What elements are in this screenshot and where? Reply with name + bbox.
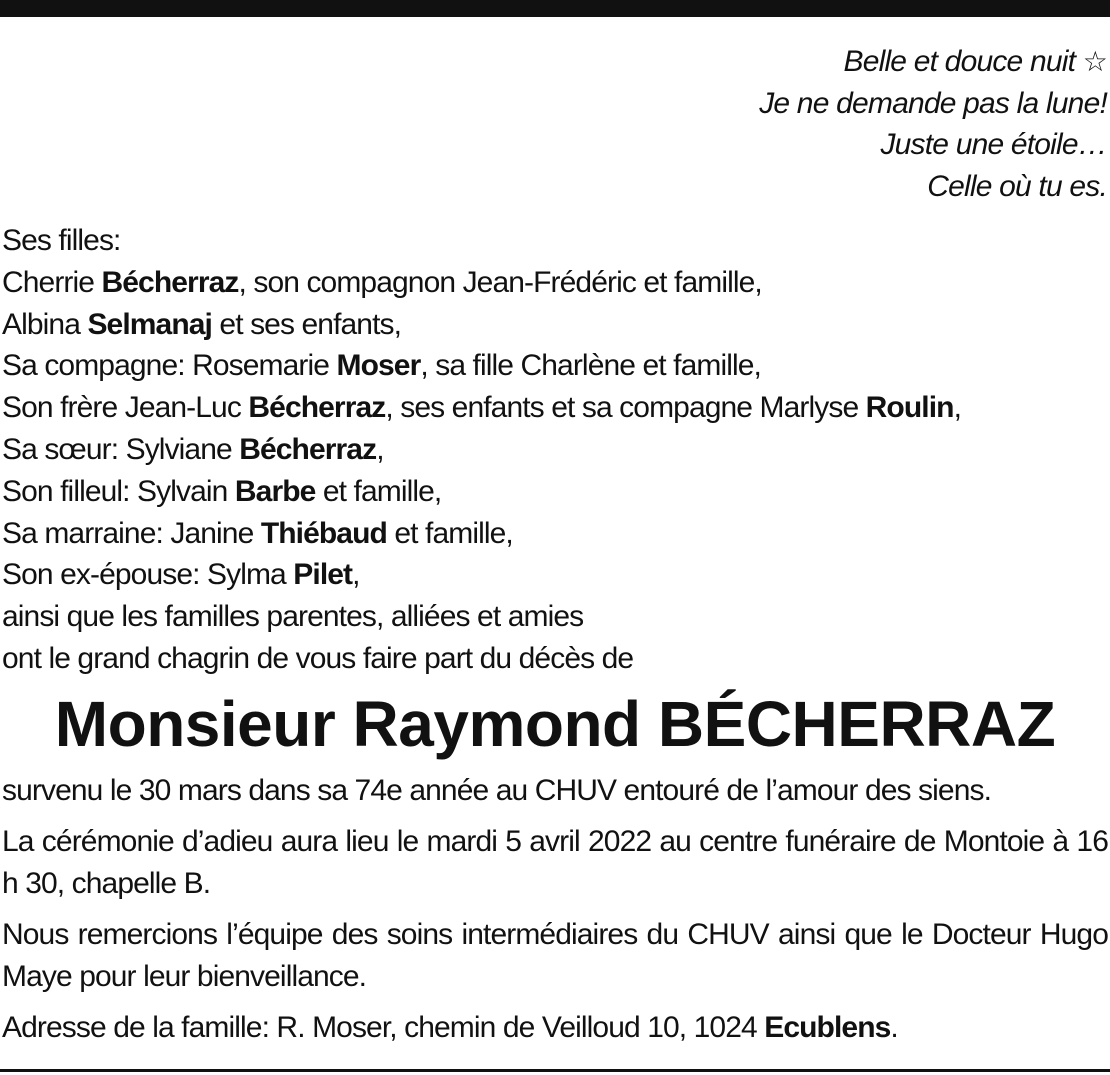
family-line-compagne: Sa compagne: Rosemarie Moser, sa fille Charlène et famille,	[2, 349, 761, 383]
poem-line-1: Belle et douce nuit ☆	[843, 45, 1107, 78]
passing-text: survenu le 30 mars dans sa 74e année au CHUV entouré de l’amour des siens.	[2, 774, 992, 807]
surname: Bécherraz	[239, 432, 377, 466]
family-line-marraine: Sa marraine: Janine Thiébaud et famille,	[2, 516, 513, 550]
family-line-filleul: Son filleul: Sylvain Barbe et famille,	[2, 474, 442, 508]
poem-line-4: Celle où tu es.	[927, 169, 1107, 203]
family-list	[2, 220, 961, 680]
family-line-cherrie: Cherrie Bécherraz, son compagnon Jean-Frédéric et famille,	[2, 265, 762, 299]
family-line-relatives: ainsi que les familles parentes, alliées et amies	[2, 600, 584, 634]
family-line-frere: Son frère Jean-Luc Bécherraz, ses enfants et sa compagne Marlyse Roulin,	[2, 391, 962, 425]
star-icon: ☆	[1082, 45, 1107, 78]
surname: Pilet	[293, 558, 353, 592]
top-border-bar	[0, 0, 1110, 17]
family-address: Adresse de la famille: R. Moser, chemin de Veilloud 10, 1024 Ecublens.	[2, 1011, 898, 1044]
poem-line-2: Je ne demande pas la lune!	[759, 86, 1107, 120]
surname: Selmanaj	[87, 307, 212, 341]
poem-line-3: Juste une étoile…	[880, 128, 1107, 161]
surname: Bécherraz	[248, 391, 386, 425]
thanks-text: Nous remercions l’équipe des soins intermédiaires du CHUV ainsi que le Docteur Hugo Maye pour leur bienveillance.	[2, 918, 1108, 993]
family-line-ex-epouse: Son ex-épouse: Sylma Pilet,	[2, 558, 360, 592]
family-line-announcement: ont le grand chagrin de vous faire part du décès de	[2, 641, 634, 675]
bottom-border-rule	[0, 1069, 1110, 1072]
details-section	[2, 770, 1108, 1058]
surname: Barbe	[234, 474, 316, 508]
ceremony-text: La cérémonie d’adieu aura lieu le mardi 5 avril 2022 au centre funéraire de Montoie à 16 h 30, chapelle B.	[2, 825, 1108, 900]
surname: Thiébaud	[260, 516, 387, 550]
deceased-name-heading: Monsieur Raymond BÉCHERRAZ	[54, 688, 1056, 760]
family-line-soeur: Sa sœur: Sylviane Bécherraz,	[2, 432, 384, 466]
town-name: Ecublens	[764, 1011, 891, 1044]
surname: Moser	[336, 349, 421, 383]
surname: Roulin	[865, 391, 954, 425]
surname: Bécherraz	[101, 265, 239, 299]
family-line-albina: Albina Selmanaj et ses enfants,	[2, 307, 402, 341]
poem-quote	[759, 41, 1107, 207]
family-daughters-label: Ses filles:	[2, 224, 121, 257]
